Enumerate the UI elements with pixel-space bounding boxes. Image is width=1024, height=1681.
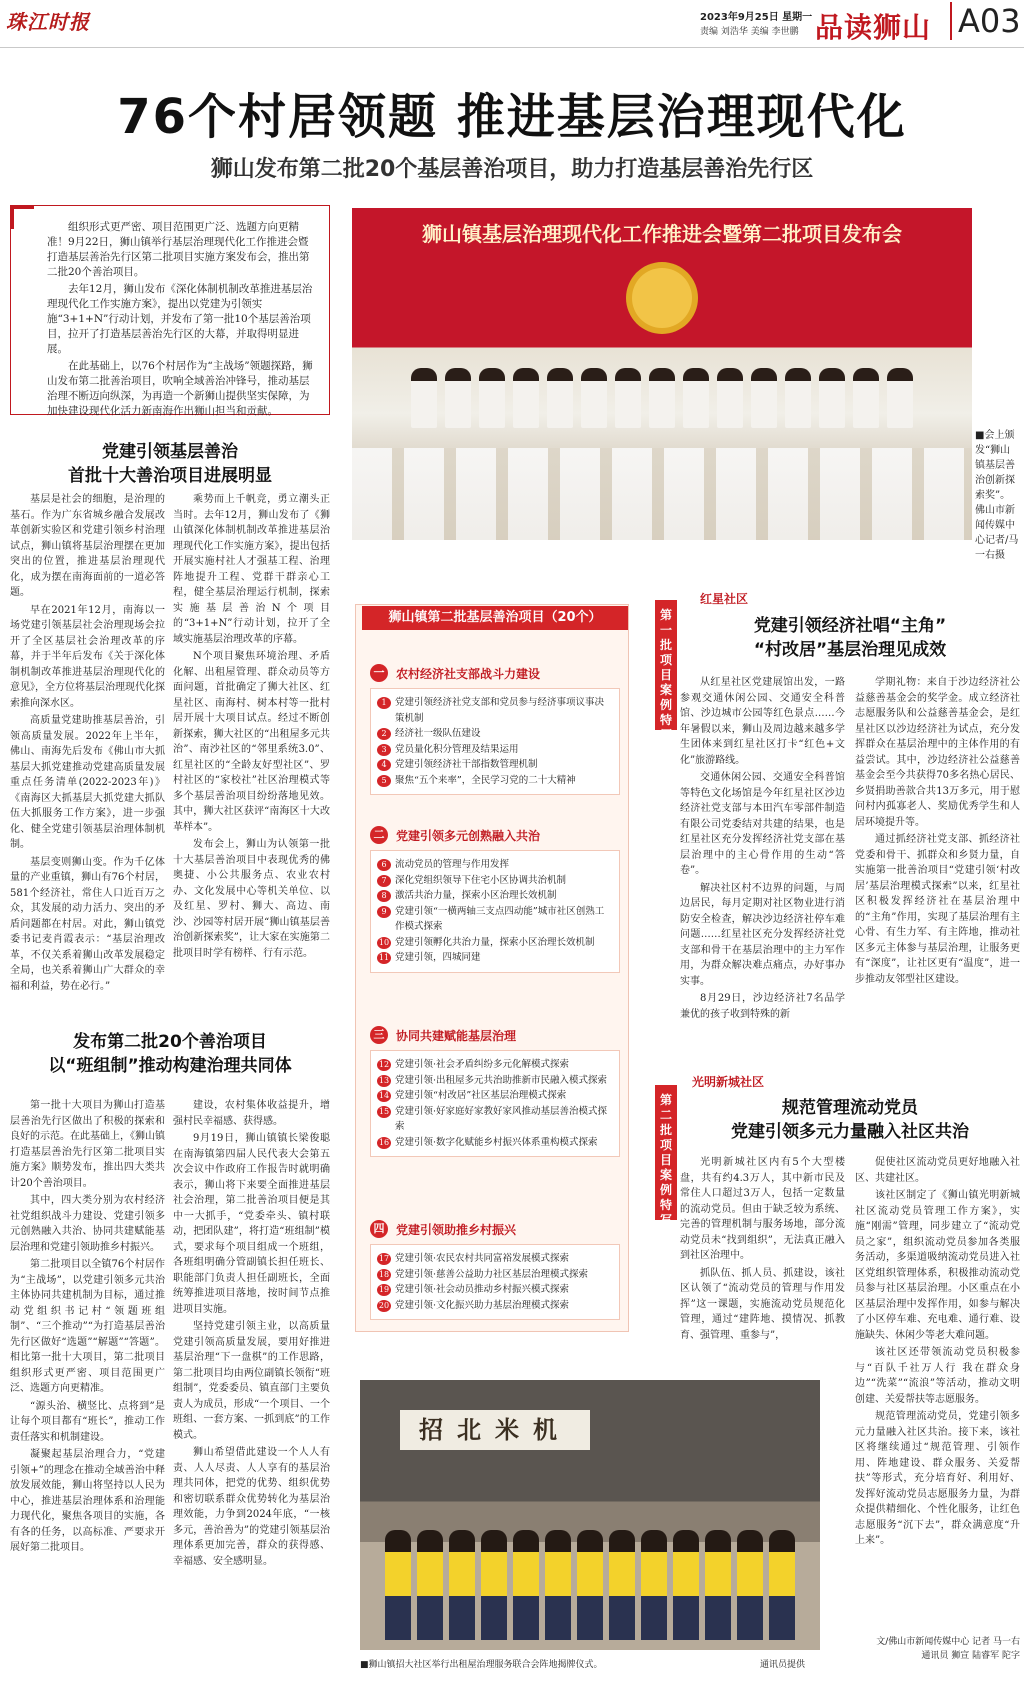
article-column: 促使社区流动党员更好地融入社区、共建社区。 该社区制定了《狮山镇光明新城社区流动党员管理工作方案》，实施“刚需”管理，同步建立了“流动党员之家”，组织流动党员参加各类服务活动，多渠道吸纳流动党员进入社区党组织管理体系，积极推动流动党员参与社区基层治理。小区重点在小区基层治理中发挥作用，如参与解决了小区停车难、充电难、通行难、设施缺失、休闲少等老大难问题。 该社区还带领流动党员积极参与“百队千社万人行 我在群众身边”“洗菜”“流浪”等活动，推动文明创建、关爱帮扶等志愿服务。 规范管理流动党员，党建引领多元力量融入社区共治。接下来，该社区将继续通过“规范管理、引领作用、阵地建设、群众服务、关爱帮扶”等形式，充分培育好、利用好、发挥好流动党员志愿服务力量，为群众提供精细化、个性化服务，让红色志愿服务“沉下去”，群众满意度“升上来”。 [855,1157,1020,1546]
project-item: 1 党建引领经济社党支部和党员参与经济事项议事决策机制 [377,695,613,726]
section-heading: 党建引领基层善治 首批十大善治项目进展明显 [68,442,272,486]
article-column: 乘势而上千帆竞，勇立潮头正当时。去年12月，狮山发布了《狮山镇深化体制机制改革推进基层治理现代化工作实施方案》，提出包括开展实施村社人才强基工程、治理阵地提升工程、党群干群亲心工程，健全基层治理运行机制，探索实施基层善治N个项目的“3+1+N”行动计划，拉开了全域实施基层治理改革的序幕。 N个项目聚焦环境治理、矛盾化解、出租屋管理、群众动员等方面问题，首批确定了狮大社区、红星社区、南海村、树本村等一批村居开展十大项目试点。经过不断创新探索，狮大社区的“出租屋多元共治”、南沙社区的“邻里系统3.0”、红星社区的“全龄友好型社区”、罗村社区的“家校社”社区治理模式等多个基层善治项目纷纷落地见效。其中，狮大社区获评“南海区十大改革样本”。 发布会上，狮山为认领第一批十大基层善治项目中表现优秀的佛奥捷、小公共服务点、农业农村办、文化发展中心等机关单位、以及红星、罗村、狮大、高边、南沙、沙园等村居开展“狮山镇基层善治创新探索奖”，让大家在实施第二批项目时学有榜样、行有示范。 [173,494,330,959]
photo-credit: 通讯员提供 [760,1660,806,1670]
project-item: 16 党建引领·数字化赋能乡村振兴体系重构模式探索 [378,1136,598,1148]
project-item: 8 激活共治力量，探索小区治理长效机制 [377,888,613,904]
community-tag: 光明新城社区 [692,1075,765,1089]
project-item: 10 党建引领孵化共治力量，探索小区治理长效机制 [378,936,595,948]
unveiling-ceremony-photo [360,1380,820,1650]
photo-caption: ■狮山镇招大社区举行出租屋治理服务联合会阵地揭牌仪式。 [360,1660,603,1670]
project-list-title: 狮山镇第二批基层善治项目（20个） [362,606,628,630]
lead-paragraph: 在此基础上，以76个村居作为“主战场”领题探路，狮山发布第二批善治项目，吹响全域善治冲锋号，推动基层治理不断迈向纵深，为再造一个新狮山提供坚实保障，为加快建设现代化活力新南海作出狮山担当和贡献。 [47,360,313,417]
conference-banner: 狮山镇基层治理现代化工作推进会暨第二批项目发布会 [422,222,902,246]
section-heading: 发布第二批20个善治项目 以“班组制”推动构建治理共同体 [48,1032,292,1076]
project-item: 11 党建引领，四城同建 [378,952,481,963]
project-group: 一 农村经济社支部战斗力建设 1 党建引领经济社党支部和党员参与经济事项议事决策机制 2 经济社一级队伍建设 3 党员量化积分管理及结果运用 4 党建引领经济社干部指数管理机制 5 聚焦“五个来率”，全民学习党的二十大精神 [370,664,620,795]
project-item: 7 深化党组织领导下住宅小区协调共治机制 [377,873,613,889]
lead-paragraph: 组织形式更严密、项目范围更广泛、选题方向更精准！9月22日，狮山镇举行基层治理现代化工作推进会暨打造基层善治先行区第二批项目实施方案发布会，推出第二批20个善治项目。 [47,221,310,278]
main-headline: 76个村居领题 推进基层治理现代化 [117,89,907,145]
project-group: 四 党建引领助推乡村振兴 17 党建引领·农民农村共同富裕发展模式探索 18 党建引领·慈善公益助力社区基层治理模式探索 19 党建引领·社会动员推动乡村振兴模式探索 20 党建引领·文化振兴助力基层治理模式探索 [370,1220,620,1320]
community-tag: 红星社区 [700,592,749,606]
article-column: 学期礼物：来自于沙边经济社公益慈善基金会的奖学金。成立经济社志愿服务队和公益慈善基金会，是红星社区以沙边经济社为试点，充分发挥群众在基层治理中的主体作用的有益尝试。其中，沙边经济社公益慈善基金会至今共获得70多名热心居民、乡贤捐助善款合共13万多元，用于慰问村内孤寡老人、奖励优秀学生和人居环境提升等。 通过抓经济社党支部、抓经济社党委和骨干、抓群众和乡贤力量，自实施第一批善治项目“党建引领‘村改居’基层治理模式探索”以来，红星社区积极发挥经济社在基层治理中的“主角”作用，实现了基层治理有主心骨、有生力军、有主阵地，推动社区多元主体参与基层治理，让服务更有“深度”，让社区更有“温度”，进一步推动友邻型社区建设。 [855,677,1020,985]
article-column: 从红星社区党建展馆出发，一路参观交通休闲公园、交通安全科普馆、沙边城市公园等红色景点……今年暑假以来，狮山及周边越来越多学生团体来到红星社区打卡“红色+文化”旅游路线。 交通休闲公园、交通安全科普馆等特色文化场馆是今年红星社区沙边经济社党支部与本田汽车零部件制造有限公司党委结对共建的结果，也是红星社区充分发挥经济社党支部在基层治理中的主心骨作用的生动“答卷”。 解决社区村不边界的问题，与周边居民，每月定期对社区物业进行消防安全检查，解决沙边经济社停车难问题……红星社区充分发挥经济社党支部和骨干在基层治理中的主力军作用，为群众解决难点痛点，办好事办实事。 8月29日，沙边经济社7名品学兼优的孩子收到特殊的新 [680,677,845,1020]
building-sign: 招北米机 [400,1410,590,1450]
editors-line: 责编 刘浩华 美编 李世鹏 [700,27,799,37]
project-group: 三 协同共建赋能基层治理 12 党建引领·社会矛盾纠纷多元化解模式探索 13 党建引领·出租屋多元共治助推新市民融入模式探索 14 党建引领“村改居”社区基层治理模式探索 15 党建引领·好家庭好家教好家风推动基层善治模式探索 16 党建引领·数字化赋能乡村振兴体系重构模式探索 [370,1026,620,1157]
article-column: 建设，农村集体收益提升，增强村民幸福感、获得感。 9月19日，狮山镇镇长梁俊聪在南海镇第四届人民代表大会第五次会议中作政府工作报告时就明确表示，狮山将下来要全面推进基层社会治理，第二批善治项目便是其中一大抓手，“党委牵头、镇村联动，把团队建”，将打造“班组制”模式，要求每个项目组成一个班组，各班组明确分管副镇长担任班长、职能部门负责人担任副班长，全面统筹推进项目落地，按时间节点推进项目实施。 坚持党建引领主业，以高质量党建引领高质量发展，要用好推进基层治理“下一盘棋”的工作思路，第二批项目均由两位副镇长领衔“班组制”，党委委员、镇直部门主要负责人为成员，形成“一个项目、一个班组、一套方案、一抓到底”的工作模式。 狮山希望借此建设一个人人有责、人人尽责、人人享有的基层治理共同体，把党的优势、组织优势和密切联系群众优势转化为基层治理效能，力争到2024年底，“一核多元，善治善为”的党建引领基层治理体系更加完善，群众的获得感、幸福感、安全感明显。 [173,1100,330,1567]
project-item: 13 党建引领·出租屋多元共治助推新市民融入模式探索 [378,1074,608,1086]
audience-chairs [352,448,972,540]
project-item: 9 党建引领“一横两轴三支点四动能”城市社区创熟工作模式探索 [377,904,613,935]
project-item: 3 党员量化积分管理及结果运用 [377,742,613,758]
lead-paragraph: 去年12月，狮山发布《深化体制机制改革推进基层治理现代化工作实施方案》，提出以党建为引领实施“3+1+N”行动计划，并发布了第一批10个基层善治项目，拉开了打造基层善治先行区的大幕，并取得明显进展。 [47,283,313,355]
project-item: 5 聚焦“五个来率”，全民学习党的二十大精神 [377,773,613,789]
project-group: 二 党建引领多元创熟融入共治 6 流动党员的管理与作用发挥 7 深化党组织领导下住宅小区协调共治机制 8 激活共治力量，探索小区治理长效机制 9 党建引领“一横两轴三支点四动能”城市社区创熟工作模式探索 10 党建引领孵化共治力量，探索小区治理长效机制 11 党建引领，四城同建 [370,826,620,973]
newspaper-logo: 珠江时报 [6,10,90,34]
article-column: 基层是社会的细胞，是治理的基石。作为广东省城乡融合发展改革创新实验区和党建引领乡村治理试点，狮山镇将基层治理摆在更加突出的位置，推进基层治理现代化，成为摆在南海面前的一道必答题。 早在2021年12月，南海以一场党建引领基层社会治理现场会拉开了全区基层社会治理改革的序幕，并于半年后发布《关于深化体制机制改革推进基层治理现代化的意见》，全方位将基层治理现代化探索推向深水区。 高质量党建助推基层善治，引领高质量发展。2022年上半年，佛山、南海先后发布《佛山市大抓基层大抓党建推动党建高质量发展重点任务清单(2022-2023年)》《南海区大抓基层大抓党建大抓队伍大抓服务工作方案》，进一步强化、健全党建引领基层治理体制机制。 基层变则狮山变。作为千亿体量的产业重镇，狮山有76个村居，581个经济社，常住人口近百万之众，其发展的动力活力、突出的矛盾问题都在村居。对此，狮山镇党委书记麦肖霞表示：“基层治理改革，不仅关系着狮山改革发展稳定全局，也关系着狮山广大群众的幸福和利益，势在必行。” [10,494,165,992]
page-number: A03 [950,2,1021,40]
project-item: 17 党建引领·农民农村共同富裕发展模式探索 [378,1253,570,1264]
photo-caption: ■会上颁发“狮山镇基层善治创新探索奖”。佛山市新闻传媒中心记者/马一右摄 [975,430,1019,561]
byline: 文/佛山市新闻传媒中心 记者 马一右 通讯员 狮宣 陆睿军 陀字 [876,1637,1020,1661]
lead-summary-box [10,205,330,415]
party-emblem-icon [632,268,692,328]
article-column: 第一批十大项目为狮山打造基层善治先行区做出了积极的探索和良好的示范。在此基础上，《狮山镇打造基层善治先行区第二批项目实施方案》顺势发布，推出四大类共计20个善治项目。 其中，四大类分别为农村经济社党组织战斗力建设、党建引领多元创熟融入共治、协同共建赋能基层治理和党建引领助推乡村振兴。 第二批项目以全镇76个村居作为“主战场”，以党建引领多元共治主体协同共建机制为目标，通过推动党组织书记村“领题班组制”、“三个推动”“为打造基层善治先行区做好“选题”“解题”“答题”。相比第一批十大项目，第二批项目组织形式更严密、项目范围更广泛、选题方向更精准。 “源头治、横竖比、点将到”是让每个项目都有“班长”，推动工作责任落实和机制建设。 凝聚起基层治理合力，“党建引领+”的理念在推动全域善治中释放发展效能，狮山将坚持以人民为中心，推进基层治理体系和治理能力现代化，聚焦各项目的实施，各有各的任务，以高标准、严要求开展好第二批项目。 [10,1100,165,1553]
project-item: 19 党建引领·社会动员推动乡村振兴模式探索 [378,1284,570,1295]
project-item: 4 党建引领经济社干部指数管理机制 [377,757,613,773]
award-recipients [382,368,942,428]
case-side-label: 第一批项目案例特写 [655,600,677,730]
ceremony-participants [380,1530,800,1650]
case-heading: 规范管理流动党员 党建引领多元力量融入社区共治 [731,1098,969,1142]
project-item: 2 经济社一级队伍建设 [377,726,613,742]
masthead [0,0,1024,48]
project-item: 18 党建引领·慈善公益助力社区基层治理模式探索 [378,1268,589,1280]
article-column: 光明新城社区内有5个大型楼盘，共有约4.3万人，其中新市民及常住人口超过3万人，包括一定数量的流动党员。但由于缺乏较为系统、完善的管理机制与服务场地，部分流动党员未“找到组织”，无法真正融入到社区治理中。 抓队伍、抓人员、抓建设，该社区认领了“流动党员的管理与作用发挥”这一课题，实施流动党员规范化管理，通过“建阵地、摸情况、抓教育、强管理、重参与”， [680,1157,845,1341]
case-heading: 党建引领经济社唱“主角” “村改居”基层治理见成效 [753,616,947,660]
project-item: 6 流动党员的管理与作用发挥 [377,857,613,873]
project-item: 12 党建引领·社会矛盾纠纷多元化解模式探索 [378,1059,570,1070]
conference-photo [352,208,972,540]
project-item: 15 党建引领·好家庭好家教好家风推动基层善治模式探索 [378,1105,608,1132]
case-side-label: 第二批项目案例特写 [655,1085,677,1220]
project-item: 20 党建引领·文化振兴助力基层治理模式探索 [378,1299,570,1311]
sub-headline: 狮山发布第二批20个基层善治项目，助力打造基层善治先行区 [210,157,814,182]
project-item: 14 党建引领“村改居”社区基层治理模式探索 [378,1090,567,1101]
publication-date: 2023年9月25日 星期一 [700,12,813,23]
section-name: 品读狮山 [815,11,932,44]
